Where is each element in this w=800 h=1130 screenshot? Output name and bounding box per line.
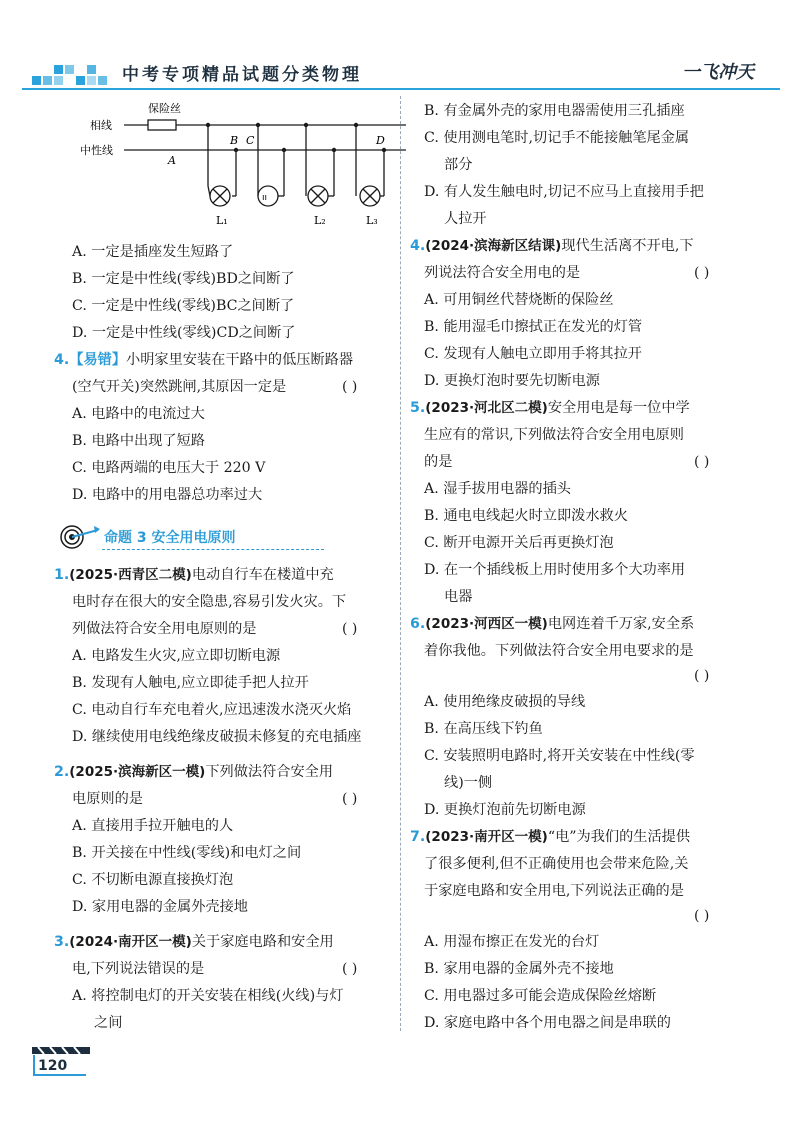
question-source: (2023·河北区二模): [425, 400, 548, 416]
question-number: 7.: [410, 829, 426, 845]
subject-label: 物理: [322, 65, 362, 85]
answer-blank[interactable]: ( ): [342, 791, 358, 807]
option-c[interactable]: C. 安装照明电路时,将开关安装在中性线(零: [424, 748, 695, 764]
question-source: (2023·南开区一模): [425, 829, 548, 845]
option-d[interactable]: D. 继续使用电线绝缘皮破损未修复的充电插座: [72, 729, 362, 745]
question-7-stem: [410, 827, 690, 847]
column-divider: [400, 96, 401, 1031]
option-d[interactable]: D. 有人发生触电时,切记不应马上直接用手把: [424, 184, 704, 200]
question-text: 的是: [424, 454, 453, 470]
page-number: 120: [38, 1058, 68, 1074]
question-text: (空气开关)突然跳闸,其原因一定是: [72, 379, 287, 395]
answer-blank[interactable]: ( ): [694, 668, 710, 684]
question-number: 5.: [410, 400, 426, 416]
question-source: (2025·滨海新区一模): [69, 764, 206, 780]
answer-blank[interactable]: ( ): [342, 379, 358, 395]
option-d[interactable]: D. 家庭电路中各个用电器之间是串联的: [424, 1015, 671, 1031]
question-text: 电原则的是: [72, 791, 143, 807]
option-a[interactable]: A. 可用铜丝代替烧断的保险丝: [424, 292, 614, 308]
question-2-stem: [54, 762, 333, 782]
option-c[interactable]: C. 发现有人触电立即用手将其拉开: [424, 346, 642, 362]
socket-symbol: ıı: [262, 193, 268, 203]
question-source: (2025·西青区二模): [69, 567, 192, 583]
option-d[interactable]: D. 更换灯泡时要先切断电源: [424, 373, 600, 389]
question-number: 2.: [54, 764, 70, 780]
question-number: 6.: [410, 616, 426, 632]
question-number: 1.: [54, 567, 70, 583]
option-c[interactable]: C. 一定是中性线(零线)BC之间断了: [72, 298, 295, 314]
question-3-stem: [54, 932, 334, 952]
option-a[interactable]: A. 使用绝缘皮破损的导线: [424, 694, 586, 710]
question-text: 着你我他。下列做法符合安全用电要求的是: [424, 643, 694, 659]
option-d[interactable]: D. 一定是中性线(零线)CD之间断了: [72, 325, 296, 341]
error-prone-tag: 【易错】: [69, 352, 127, 368]
question-text: 于家庭电路和安全用电,下列说法正确的是: [424, 883, 684, 899]
question-text: 电动自行车在楼道中充: [191, 567, 334, 583]
question-source: (2024·南开区一模): [69, 934, 192, 950]
question-6-stem: [410, 614, 694, 634]
option-c-continued: 部分: [444, 157, 473, 173]
live-wire-label: 相线: [90, 119, 112, 132]
option-c[interactable]: C. 不切断电源直接换灯泡: [72, 872, 234, 888]
option-b[interactable]: B. 发现有人触电,应立即徒手把人拉开: [72, 675, 309, 691]
option-a[interactable]: A. 电路发生火灾,应立即切断电源: [72, 648, 281, 664]
question-1-stem: [54, 565, 334, 585]
section-title: 命题 3 安全用电原则: [104, 530, 236, 546]
option-a[interactable]: A. 电路中的电流过大: [72, 406, 205, 422]
point-c-label: C: [246, 134, 255, 147]
option-d[interactable]: D. 更换灯泡前先切断电源: [424, 802, 586, 818]
option-b[interactable]: B. 开关接在中性线(零线)和电灯之间: [72, 845, 302, 861]
option-b[interactable]: B. 一定是中性线(零线)BD之间断了: [72, 271, 295, 287]
question-text: 下列做法符合安全用: [205, 764, 334, 780]
option-a[interactable]: A. 湿手拔用电器的插头: [424, 481, 571, 497]
question-4-stem: [410, 236, 694, 256]
question-text: 电时存在很大的安全隐患,容易引发火灾。下: [72, 594, 347, 610]
option-b[interactable]: B. 能用湿毛巾擦拭正在发光的灯管: [424, 319, 643, 335]
question-text: 关于家庭电路和安全用: [191, 934, 334, 950]
question-text: 列说法符合安全用电的是: [424, 265, 581, 281]
answer-blank[interactable]: ( ): [694, 265, 710, 281]
brand-logo: 一飞冲天: [682, 62, 754, 83]
target-icon: [58, 524, 100, 550]
option-d-continued: 人拉开: [444, 211, 487, 227]
option-b[interactable]: B. 家用电器的金属外壳不接地: [424, 961, 614, 977]
header-mosaic-decoration: [32, 62, 108, 88]
question-text: 了很多便利,但不正确使用也会带来危险,关: [424, 856, 689, 872]
question-4-stem: [54, 350, 353, 370]
option-c[interactable]: C. 使用测电笔时,切记手不能接触笔尾金属: [424, 130, 690, 146]
answer-blank[interactable]: ( ): [342, 961, 358, 977]
point-a-label: A: [168, 154, 176, 167]
option-b[interactable]: B. 在高压线下钓鱼: [424, 721, 543, 737]
option-b[interactable]: B. 电路中出现了短路: [72, 433, 205, 449]
lamp-l1-label: L₁: [216, 214, 228, 227]
option-b[interactable]: B. 有金属外壳的家用电器需使用三孔插座: [424, 103, 685, 119]
option-a[interactable]: A. 用湿布擦正在发光的台灯: [424, 934, 600, 950]
question-source: (2024·滨海新区结课): [425, 238, 562, 254]
option-c[interactable]: C. 断开电源开关后再更换灯泡: [424, 535, 614, 551]
option-a-continued: 之间: [94, 1015, 123, 1031]
option-a[interactable]: A. 一定是插座发生短路了: [72, 244, 234, 260]
question-number: 4.: [54, 352, 70, 368]
option-c[interactable]: C. 电路两端的电压大于 220 V: [72, 460, 266, 476]
option-c[interactable]: C. 用电器过多可能会造成保险丝熔断: [424, 988, 657, 1004]
option-d-continued: 电器: [444, 589, 473, 605]
question-text: 电,下列说法错误的是: [72, 961, 205, 977]
option-d[interactable]: D. 家用电器的金属外壳接地: [72, 899, 248, 915]
lamp-l3-label: L₃: [366, 214, 378, 227]
question-text: 生应有的常识,下列做法符合安全用电原则: [424, 427, 684, 443]
question-source: (2023·河西区一模): [425, 616, 548, 632]
question-text: 电网连着千万家,安全系: [547, 616, 695, 632]
option-b[interactable]: B. 通电电线起火时立即泼水救火: [424, 508, 628, 524]
question-text: 列做法符合安全用电原则的是: [72, 621, 257, 637]
answer-blank[interactable]: ( ): [694, 908, 710, 924]
section-underline: [102, 549, 324, 550]
page-header: [22, 58, 780, 88]
option-d[interactable]: D. 电路中的用电器总功率过大: [72, 487, 263, 503]
book-title: 中考专项精品试题分类: [122, 65, 322, 85]
page-number-badge: [30, 1045, 94, 1077]
neutral-wire-label: 中性线: [80, 144, 113, 157]
header-rule: [22, 88, 780, 90]
option-c[interactable]: C. 电动自行车充电着火,应迅速泼水浇灭火焰: [72, 702, 352, 718]
lamp-l2-label: L₂: [314, 214, 326, 227]
point-b-label: B: [230, 134, 239, 147]
answer-blank[interactable]: ( ): [342, 621, 358, 637]
option-c-continued: 线)一侧: [444, 775, 493, 791]
option-d[interactable]: D. 在一个插线板上用时使用多个大功率用: [424, 562, 686, 578]
question-number: 4.: [410, 238, 426, 254]
question-text: 安全用电是每一位中学: [547, 400, 690, 416]
question-number: 3.: [54, 934, 70, 950]
question-text: 现代生活离不开电,下: [561, 238, 694, 254]
question-5-stem: [410, 398, 690, 418]
circuit-diagram: [80, 98, 418, 233]
point-d-label: D: [376, 134, 385, 147]
option-a[interactable]: A. 直接用手拉开触电的人: [72, 818, 234, 834]
answer-blank[interactable]: ( ): [694, 454, 710, 470]
question-text: 小明家里安装在干路中的低压断路器: [126, 352, 354, 368]
option-a[interactable]: A. 将控制电灯的开关安装在相线(火线)与灯: [72, 988, 344, 1004]
question-text: “电”为我们的生活提供: [547, 829, 691, 845]
fuse-label: 保险丝: [148, 102, 181, 115]
